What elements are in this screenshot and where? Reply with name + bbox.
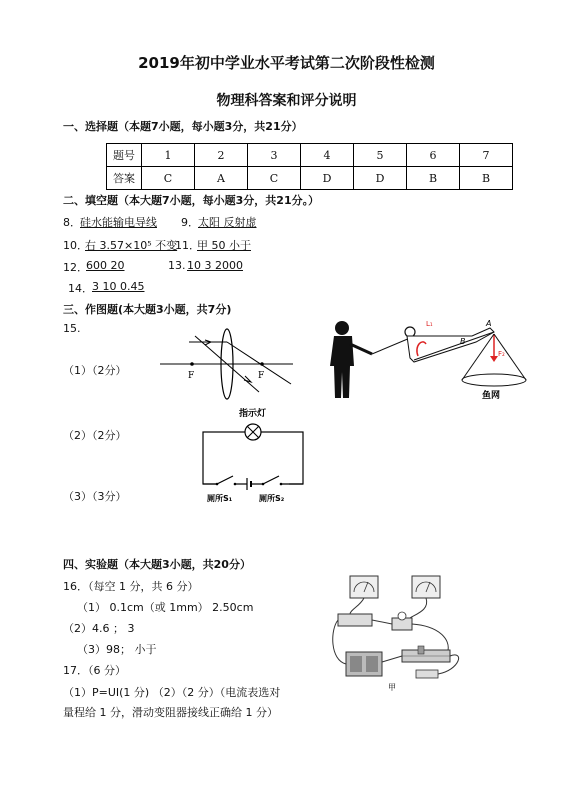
q17-heading: 17．（6 分） [63,664,126,677]
table-cell: 6 [407,144,460,167]
table-cell: 2 [195,144,248,167]
experiment-apparatus-diagram [320,570,482,694]
q12-answer: 600 20 [86,259,125,272]
lever-label-a: A [486,319,492,328]
q13-answer: 10 3 2000 [187,259,243,272]
lever-label-l1: L₁ [426,320,433,328]
q17-part1a: （1）P=UI(1 分) （2）（2 分）（电流表选对 [63,686,281,699]
table-cell: 5 [354,144,407,167]
q16-heading: 16．（每空 1 分，共 6 分） [63,580,199,593]
table-cell: 3 [248,144,301,167]
circuit-diagram [195,405,310,505]
table-cell: 1 [142,144,195,167]
table-cell: C [248,167,301,190]
table-row-label: 题号 [107,144,142,167]
table-row-answers [107,167,513,190]
table-cell: B [407,167,460,190]
q8-answer: 硅水能输电导线 [80,216,157,229]
q15-part1-label: （1）（2分） [63,364,127,377]
switch-s1-label: 厕所S₁ [207,494,233,503]
table-cell: D [354,167,407,190]
focus-label-right: F [258,371,265,381]
section3-heading: 三、作图题(本大题3小题，共7分) [63,303,232,316]
page-title: 2019年初中学业水平考试第二次阶段性检测 [138,54,435,72]
table-cell: B [460,167,513,190]
answer-table [106,143,513,190]
lever-label-net: 鱼网 [482,391,501,401]
q16-part3: （3）98； 小于 [77,643,157,656]
q17-part1b: 量程给 1 分，滑动变阻器接线正确给 1 分） [63,706,278,719]
q15-part3-label: （3）（3分） [63,490,127,503]
section2-heading: 二、填空题（本大题7小题，每小题3分，共21分。） [63,194,320,207]
table-cell: 4 [301,144,354,167]
table-cell: C [142,167,195,190]
q10-answer: 右 3.57×10⁵ 不变 [85,239,178,252]
page-subtitle: 物理科答案和评分说明 [216,93,357,109]
q15-number: 15. [63,322,81,335]
q8-number: 8． [63,216,81,229]
section4-heading: 四、实验题（本大题3小题，共20分） [63,558,251,571]
q15-part2-label: （2）（2分） [63,429,127,442]
lever-label-f2: F₂ [498,350,505,358]
lamp-label: 指示灯 [239,409,267,419]
section1-heading: 一、选择题（本题7小题，每小题3分，共21分） [63,120,303,133]
lens-diagram [155,320,295,400]
table-cell: 7 [460,144,513,167]
table-cell: A [195,167,248,190]
table-row-numbers [107,144,513,167]
q9-number: 9． [181,216,199,229]
switch-s2-label: 厕所S₂ [259,494,285,503]
lever-label-b: B [460,337,466,346]
q14-answer: 3 10 0.45 [92,280,145,293]
apparatus-label: 甲 [388,683,396,692]
q16-part2: （2）4.6 ； 3 [63,622,135,635]
focus-label-left: F [188,371,195,381]
q11-answer: 甲 50 小于 [197,239,251,252]
table-row-label: 答案 [107,167,142,190]
q10-number: 10． [63,239,88,252]
q16-part1: （1） 0.1cm（或 1mm） 2.50cm [77,601,254,614]
q11-number: 11． [175,239,200,252]
lever-diagram [322,312,532,404]
q9-answer: 太阳 反射虚 [198,216,257,229]
q12-number: 12． [63,261,88,274]
table-cell: D [301,167,354,190]
q14-number: 14． [68,282,93,295]
q13-number: 13. [168,259,186,272]
